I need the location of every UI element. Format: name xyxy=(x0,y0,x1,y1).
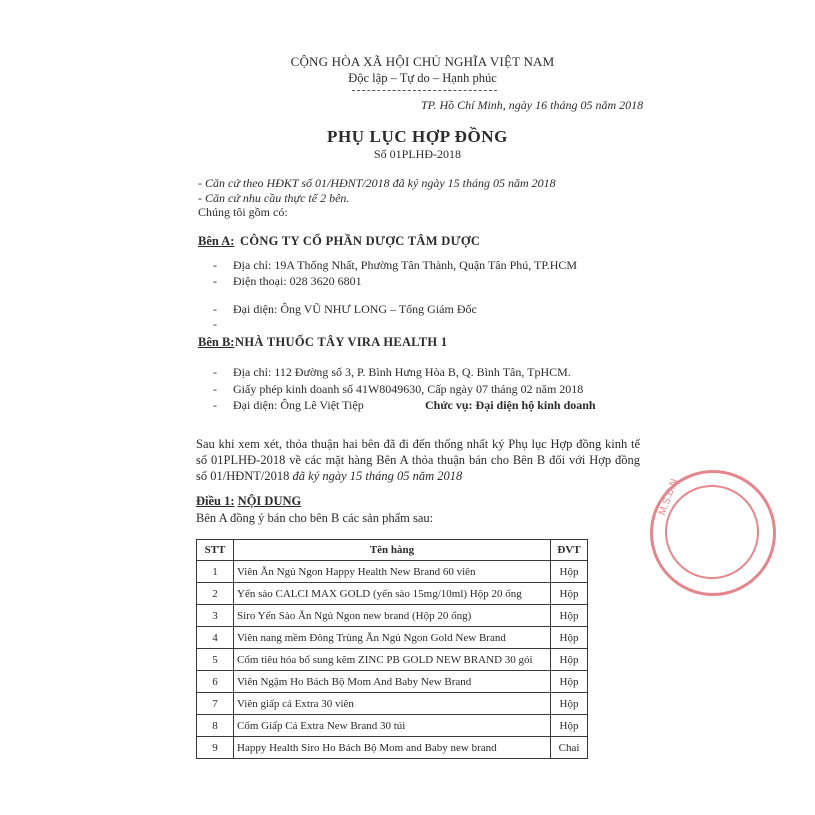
row-product-name: Yến sào CALCI MAX GOLD (yến sào 15mg/10ml) Hộp 20 ống xyxy=(234,583,551,605)
table-row xyxy=(197,715,588,737)
row-product-name: Happy Health Siro Ho Bách Bộ Mom and Baby new brand xyxy=(234,737,551,759)
article-1-intro: Bên A đồng ý bán cho bên B các sản phẩm sau: xyxy=(196,511,434,525)
bullet-dash: - xyxy=(213,274,217,288)
party-b-representative: Đại diện: Ông Lê Việt Tiệp xyxy=(233,398,364,412)
party-b-license: Giấy phép kinh doanh số 41W8049630, Cấp ngày 07 tháng 02 năm 2018 xyxy=(233,382,584,396)
bullet-dash: - xyxy=(213,398,217,412)
row-unit: Hộp xyxy=(551,605,588,627)
party-a-name: CÔNG TY CỔ PHẦN DƯỢC TÂM DƯỢC xyxy=(240,234,481,248)
party-b-position: Chức vụ: Đại diện hộ kinh doanh xyxy=(425,398,596,412)
row-product-name: Viên Ăn Ngủ Ngon Happy Health New Brand 60 viên xyxy=(234,561,551,583)
party-b-name: NHÀ THUỐC TÂY VIRA HEALTH 1 xyxy=(235,335,448,349)
row-stt: 1 xyxy=(197,561,234,583)
basis-line-1: - Căn cứ theo HĐKT số 01/HĐNT/2018 đã ký ngày 15 tháng 05 năm 2018 xyxy=(198,176,556,190)
header-product-name: Tên hàng xyxy=(234,540,551,561)
party-a-phone: Điện thoại: 028 3620 6801 xyxy=(233,274,362,288)
company-stamp xyxy=(650,470,776,596)
motto: Độc lập – Tự do – Hạnh phúc xyxy=(348,71,497,85)
row-product-name: Viên giấp cá Extra 30 viên xyxy=(234,693,551,715)
row-unit: Chai xyxy=(551,737,588,759)
table-row xyxy=(197,627,588,649)
document-number: Số 01PLHĐ-2018 xyxy=(373,147,461,161)
header-divider xyxy=(352,90,497,91)
row-unit: Hộp xyxy=(551,715,588,737)
row-product-name: Cốm tiêu hóa bổ sung kẽm ZINC PB GOLD NEW BRAND 30 gói xyxy=(234,649,551,671)
bullet-dash: - xyxy=(213,317,217,331)
table-row xyxy=(197,561,588,583)
country-header: CỘNG HÒA XÃ HỘI CHỦ NGHĨA VIỆT NAM xyxy=(290,54,555,69)
table-row xyxy=(197,693,588,715)
row-stt: 5 xyxy=(197,649,234,671)
article-1-heading xyxy=(196,494,301,509)
row-product-name: Cốm Giấp Cá Extra New Brand 30 túi xyxy=(234,715,551,737)
stamp-text: M.S.D.N xyxy=(657,477,681,517)
table-row xyxy=(197,671,588,693)
company-stamp-inner-ring xyxy=(665,485,759,579)
row-stt: 2 xyxy=(197,583,234,605)
agreement-paragraph xyxy=(196,436,640,484)
party-a-label: Bên A: xyxy=(198,234,235,248)
row-product-name: Viên Ngậm Ho Bách Bộ Mom And Baby New Brand xyxy=(234,671,551,693)
agreement-date: đã ký ngày 15 tháng 05 năm 2018 xyxy=(292,469,463,483)
document-title: PHỤ LỤC HỢP ĐỒNG xyxy=(326,127,509,146)
row-stt: 7 xyxy=(197,693,234,715)
row-unit: Hộp xyxy=(551,693,588,715)
row-stt: 9 xyxy=(197,737,234,759)
bullet-dash: - xyxy=(213,258,217,272)
place-date: TP. Hồ Chí Minh, ngày 16 tháng 05 năm 2018 xyxy=(421,98,644,112)
row-product-name: Siro Yến Sào Ăn Ngủ Ngon new brand (Hộp 20 ống) xyxy=(234,605,551,627)
table-row xyxy=(197,737,588,759)
header-stt: STT xyxy=(197,540,234,561)
row-unit: Hộp xyxy=(551,583,588,605)
bullet-dash: - xyxy=(213,302,217,316)
row-stt: 6 xyxy=(197,671,234,693)
table-row xyxy=(197,649,588,671)
row-unit: Hộp xyxy=(551,627,588,649)
header-unit: ĐVT xyxy=(551,540,588,561)
party-a-representative: Đại diện: Ông VŨ NHƯ LONG – Tổng Giám Đốc xyxy=(233,302,477,316)
table-header-row xyxy=(197,540,588,561)
row-unit: Hộp xyxy=(551,671,588,693)
article-1-title: NỘI DUNG xyxy=(237,494,302,508)
row-product-name: Viên nang mềm Đông Trùng Ăn Ngủ Ngon Gold New Brand xyxy=(234,627,551,649)
party-a-address: Địa chỉ: 19A Thống Nhất, Phường Tân Thành, Quận Tân Phú, TP.HCM xyxy=(233,258,578,272)
row-stt: 4 xyxy=(197,627,234,649)
row-unit: Hộp xyxy=(551,649,588,671)
article-1-label: Điều 1: xyxy=(196,494,235,508)
intro-text: Chúng tôi gồm có: xyxy=(198,205,288,219)
table-row xyxy=(197,583,588,605)
basis-line-2: - Căn cứ nhu cầu thực tế 2 bên. xyxy=(198,191,350,205)
row-stt: 8 xyxy=(197,715,234,737)
agreement-text: Sau khi xem xét, thỏa thuận hai bên đã đi đến thống nhất ký Phụ lục Hợp đồng kinh tế số 01PLHĐ-2018 về các mặt hàng Bên A thỏa thuận bán cho Bên B đối với Hợp đồng số 01/HĐNT/2018 xyxy=(196,437,640,483)
party-b-address: Địa chỉ: 112 Đường số 3, P. Bình Hưng Hòa B, Q. Bình Tân, TpHCM. xyxy=(233,365,571,379)
bullet-dash: - xyxy=(213,365,217,379)
bullet-dash: - xyxy=(213,382,217,396)
party-b-label: Bên B: xyxy=(198,335,235,349)
product-table xyxy=(196,539,588,759)
row-unit: Hộp xyxy=(551,561,588,583)
row-stt: 3 xyxy=(197,605,234,627)
table-row xyxy=(197,605,588,627)
